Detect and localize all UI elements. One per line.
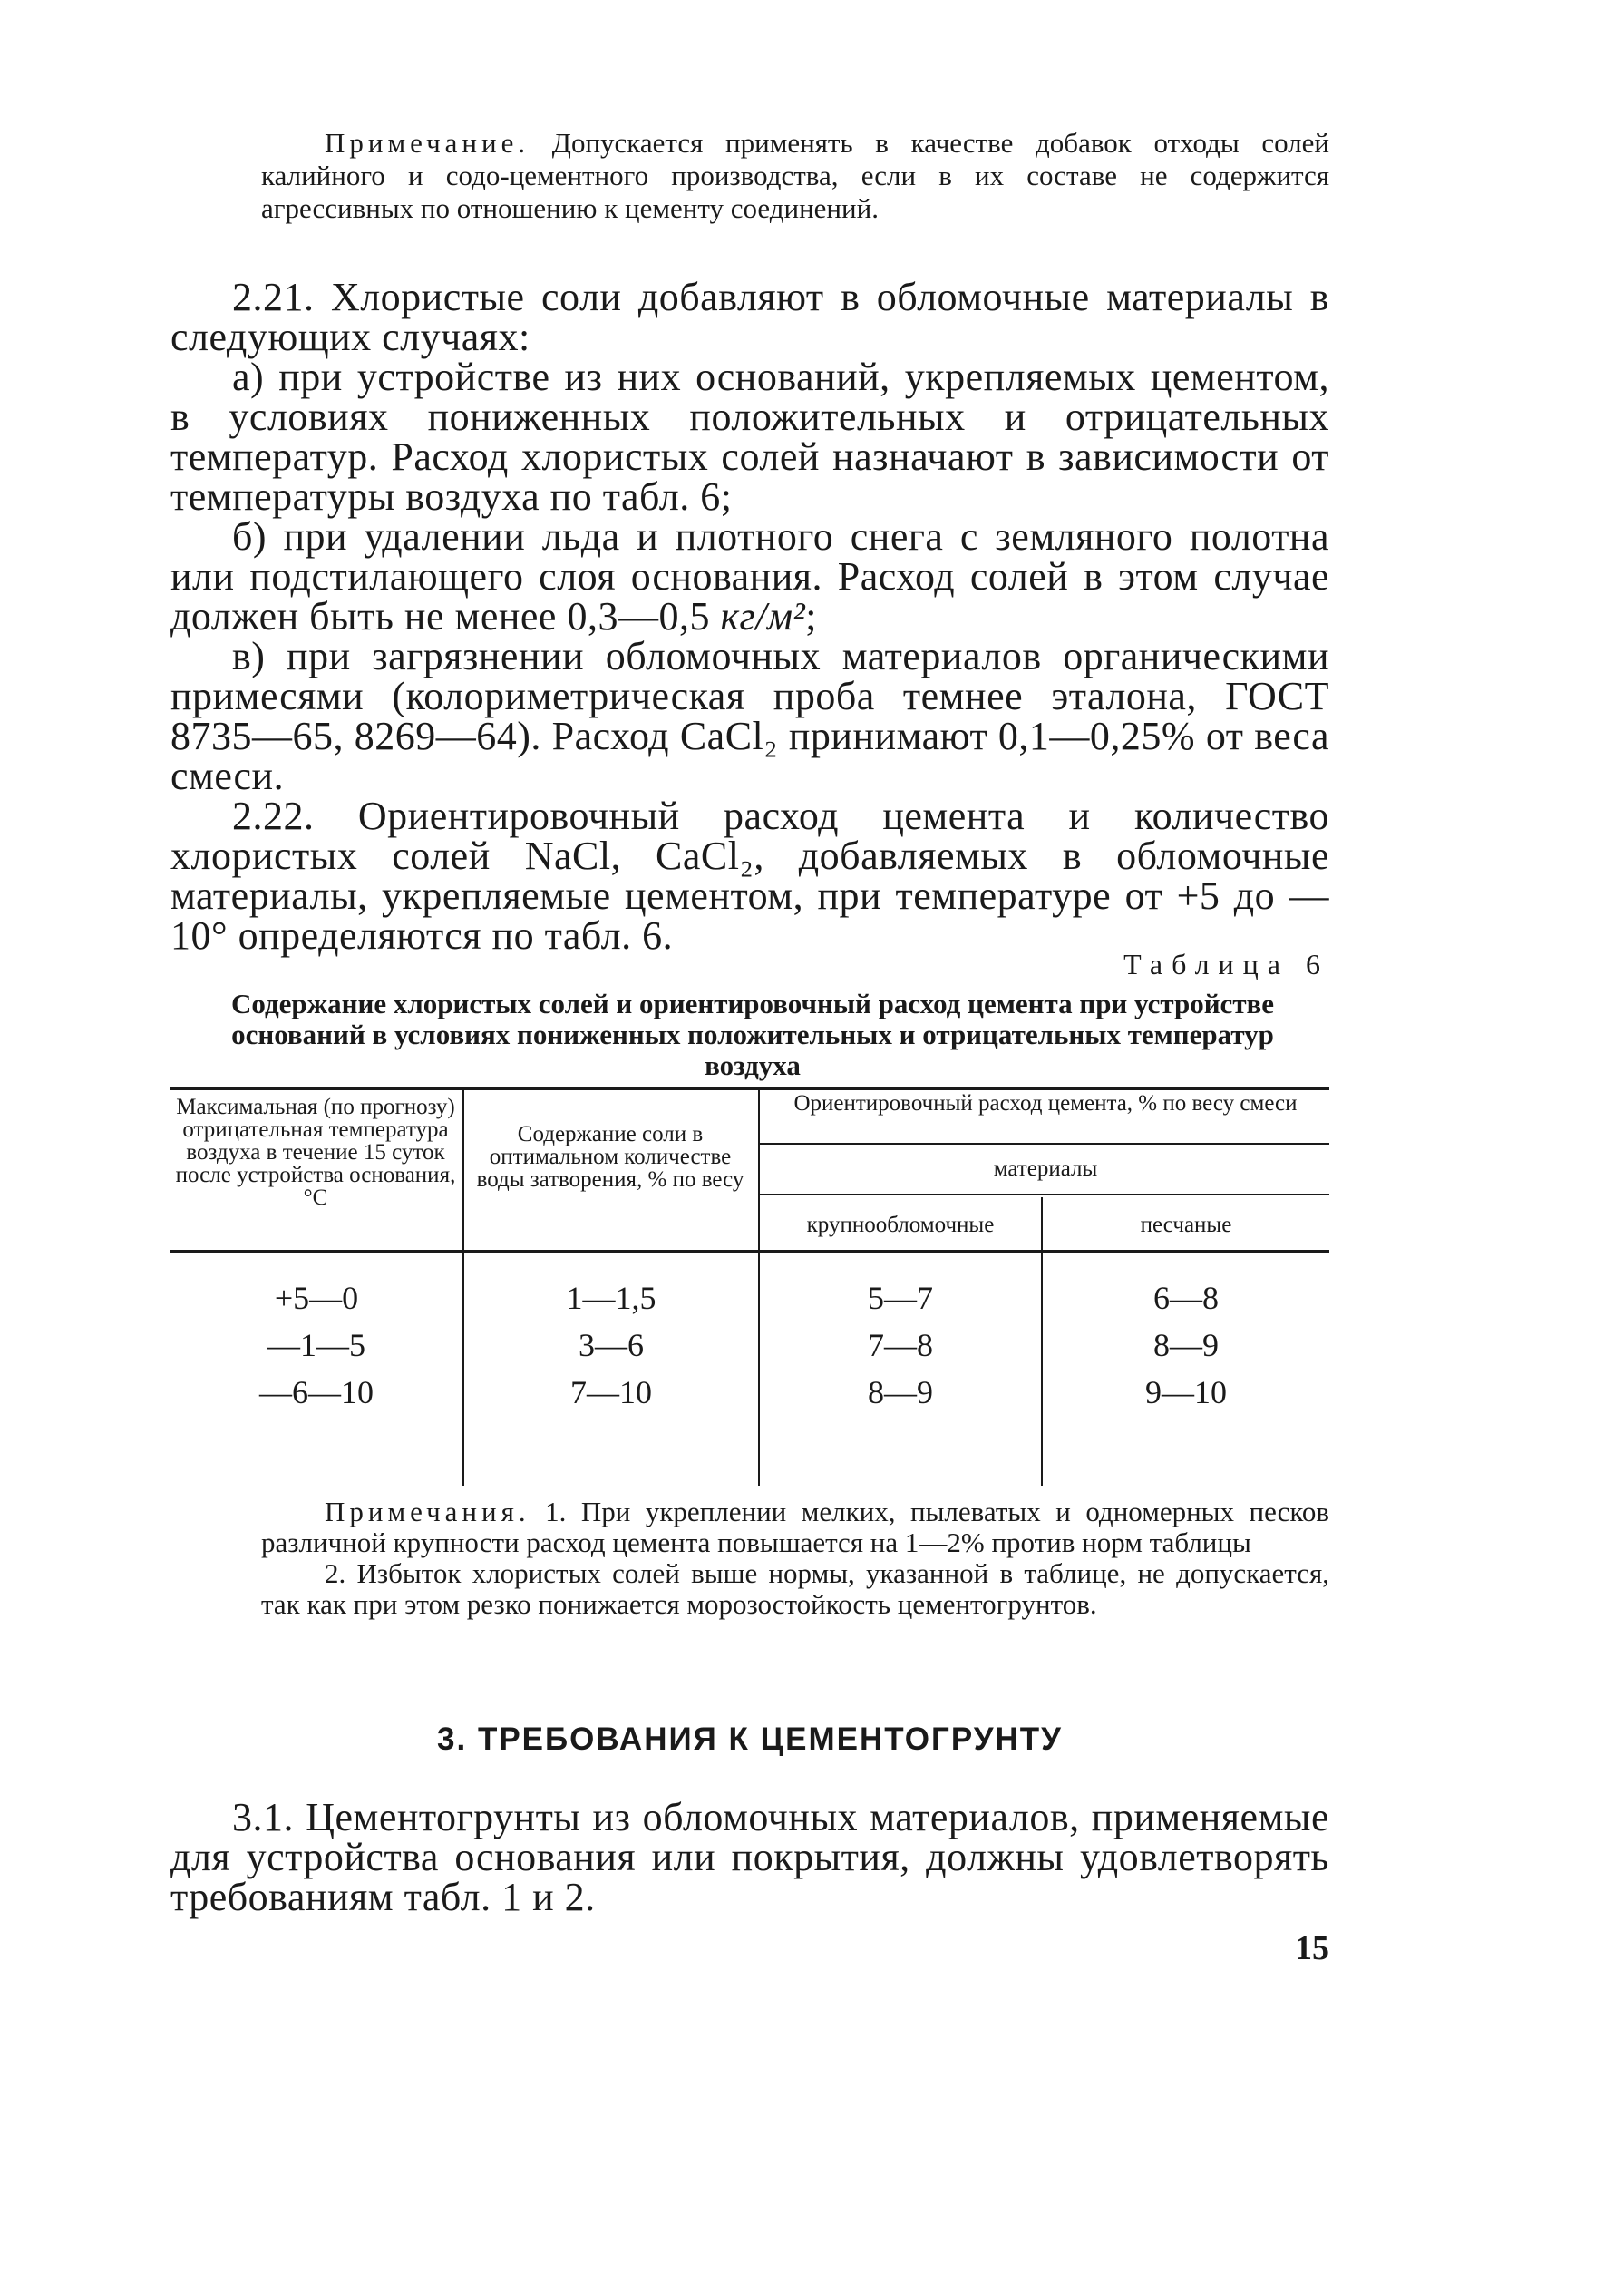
table-subheader-rule <box>758 1143 1329 1145</box>
paragraph-b <box>170 514 1329 639</box>
cell-coarse: 5—7 <box>868 1280 933 1316</box>
cell-coarse: 7—8 <box>868 1327 933 1363</box>
table-materials-rule <box>758 1194 1329 1195</box>
table-label: Таблица 6 <box>1123 948 1329 980</box>
cell-temperature: +5—0 <box>274 1280 359 1316</box>
paragraph-3-1: 3.1. Цементогрунты из обломочных материалов, применяемые для устройства основания или покрытия, должны удовлетворять требованиям табл. 1 и 2. <box>170 1795 1329 1919</box>
paragraph-a: а) при устройстве из них оснований, укрепляемых цементом, в условиях пониженных положительных и отрицательных температур. Расход хлористых солей назначают в зависимости от температуры воздуха по табл. 6; <box>170 355 1329 519</box>
header-temperature: Максимальная (по прогнозу) отрицательная температура воздуха в течение 15 суток после устройства основания, °С <box>175 1095 456 1210</box>
data-table <box>170 1087 1329 1486</box>
paragraph-b-end: ; <box>805 594 817 639</box>
cell-sandy: 9—10 <box>1145 1374 1227 1410</box>
paragraph-2-22: 2.22. Ориентировочный расход цемента и количество хлористых солей NaCl, CaCl₂, добавляемых в обломочные материалы, укрепляемые цементом, при температуре от +5 до —10° определяются по табл. 6. <box>170 794 1329 958</box>
section-heading: 3. ТРЕБОВАНИЯ К ЦЕМЕНТОГРУНТУ <box>437 1722 1063 1757</box>
cell-salt: 1—1,5 <box>566 1280 656 1316</box>
table-note-1-text: 1. При укреплении мелких, пылеватых и одномерных песков различной крупности расход цемента повышается на 1—2% против норм таблицы <box>261 1496 1329 1558</box>
table-note-1 <box>261 1497 1329 1558</box>
cell-coarse: 8—9 <box>868 1374 933 1410</box>
header-salt-content: Содержание соли в оптимальном количестве воды затворения, % по весу <box>476 1122 744 1192</box>
cell-sandy: 6—8 <box>1153 1280 1219 1316</box>
top-note-text: Допускается применять в качестве добавок отходы солей калийного и содо-цементного производства, если в их составе не содержится агрессивных по отношению к цементу соединений. <box>261 127 1329 224</box>
paragraph-b-text: б) при удалении льда и плотного снега с земляного полотна или подстилающего слоя основания. Расход солей в этом случае должен быть не менее 0,3—0,5 <box>170 514 1329 639</box>
cell-salt: 3—6 <box>579 1327 644 1363</box>
cell-salt: 7—10 <box>570 1374 652 1410</box>
top-note-label: Примечание. <box>325 127 530 159</box>
cell-temperature: —1—5 <box>267 1327 365 1363</box>
header-sandy: песчаные <box>1140 1213 1232 1237</box>
cell-sandy: 8—9 <box>1153 1327 1219 1363</box>
header-coarse: крупнообломочные <box>806 1213 995 1237</box>
paragraph-2-21: 2.21. Хлористые соли добавляют в обломочные материалы в следующих случаях: <box>170 275 1329 359</box>
table-header-bottom-rule <box>170 1250 1329 1253</box>
top-note <box>261 127 1329 225</box>
table-note-2: 2. Избыток хлористых солей выше нормы, указанной в таблице, не допускается, так как при этом резко понижается морозостойкость цементогрунтов. <box>261 1557 1329 1620</box>
table-top-rule <box>170 1087 1329 1090</box>
page-number: 15 <box>1295 1929 1329 1967</box>
table-notes <box>261 1497 1329 1620</box>
paragraph-v: в) при загрязнении обломочных материалов органическими примесями (колориметрическая проба темнее эталона, ГОСТ 8735—65, 8269—64). Расход CaCl₂ принимают 0,1—0,25% от веса смеси. <box>170 634 1329 798</box>
header-cement-consumption: Ориентировочный расход цемента, % по весу смеси <box>793 1091 1298 1116</box>
cell-temperature: —6—10 <box>259 1374 374 1410</box>
table-title: Содержание хлористых солей и ориентировочный расход цемента при устройстве оснований в условиях пониженных положительных и отрицательных температур воздуха <box>230 988 1275 1081</box>
header-materials: материалы <box>993 1156 1098 1181</box>
table-notes-label: Примечания. <box>325 1496 530 1527</box>
paragraph-b-unit: кг/м² <box>720 594 806 639</box>
